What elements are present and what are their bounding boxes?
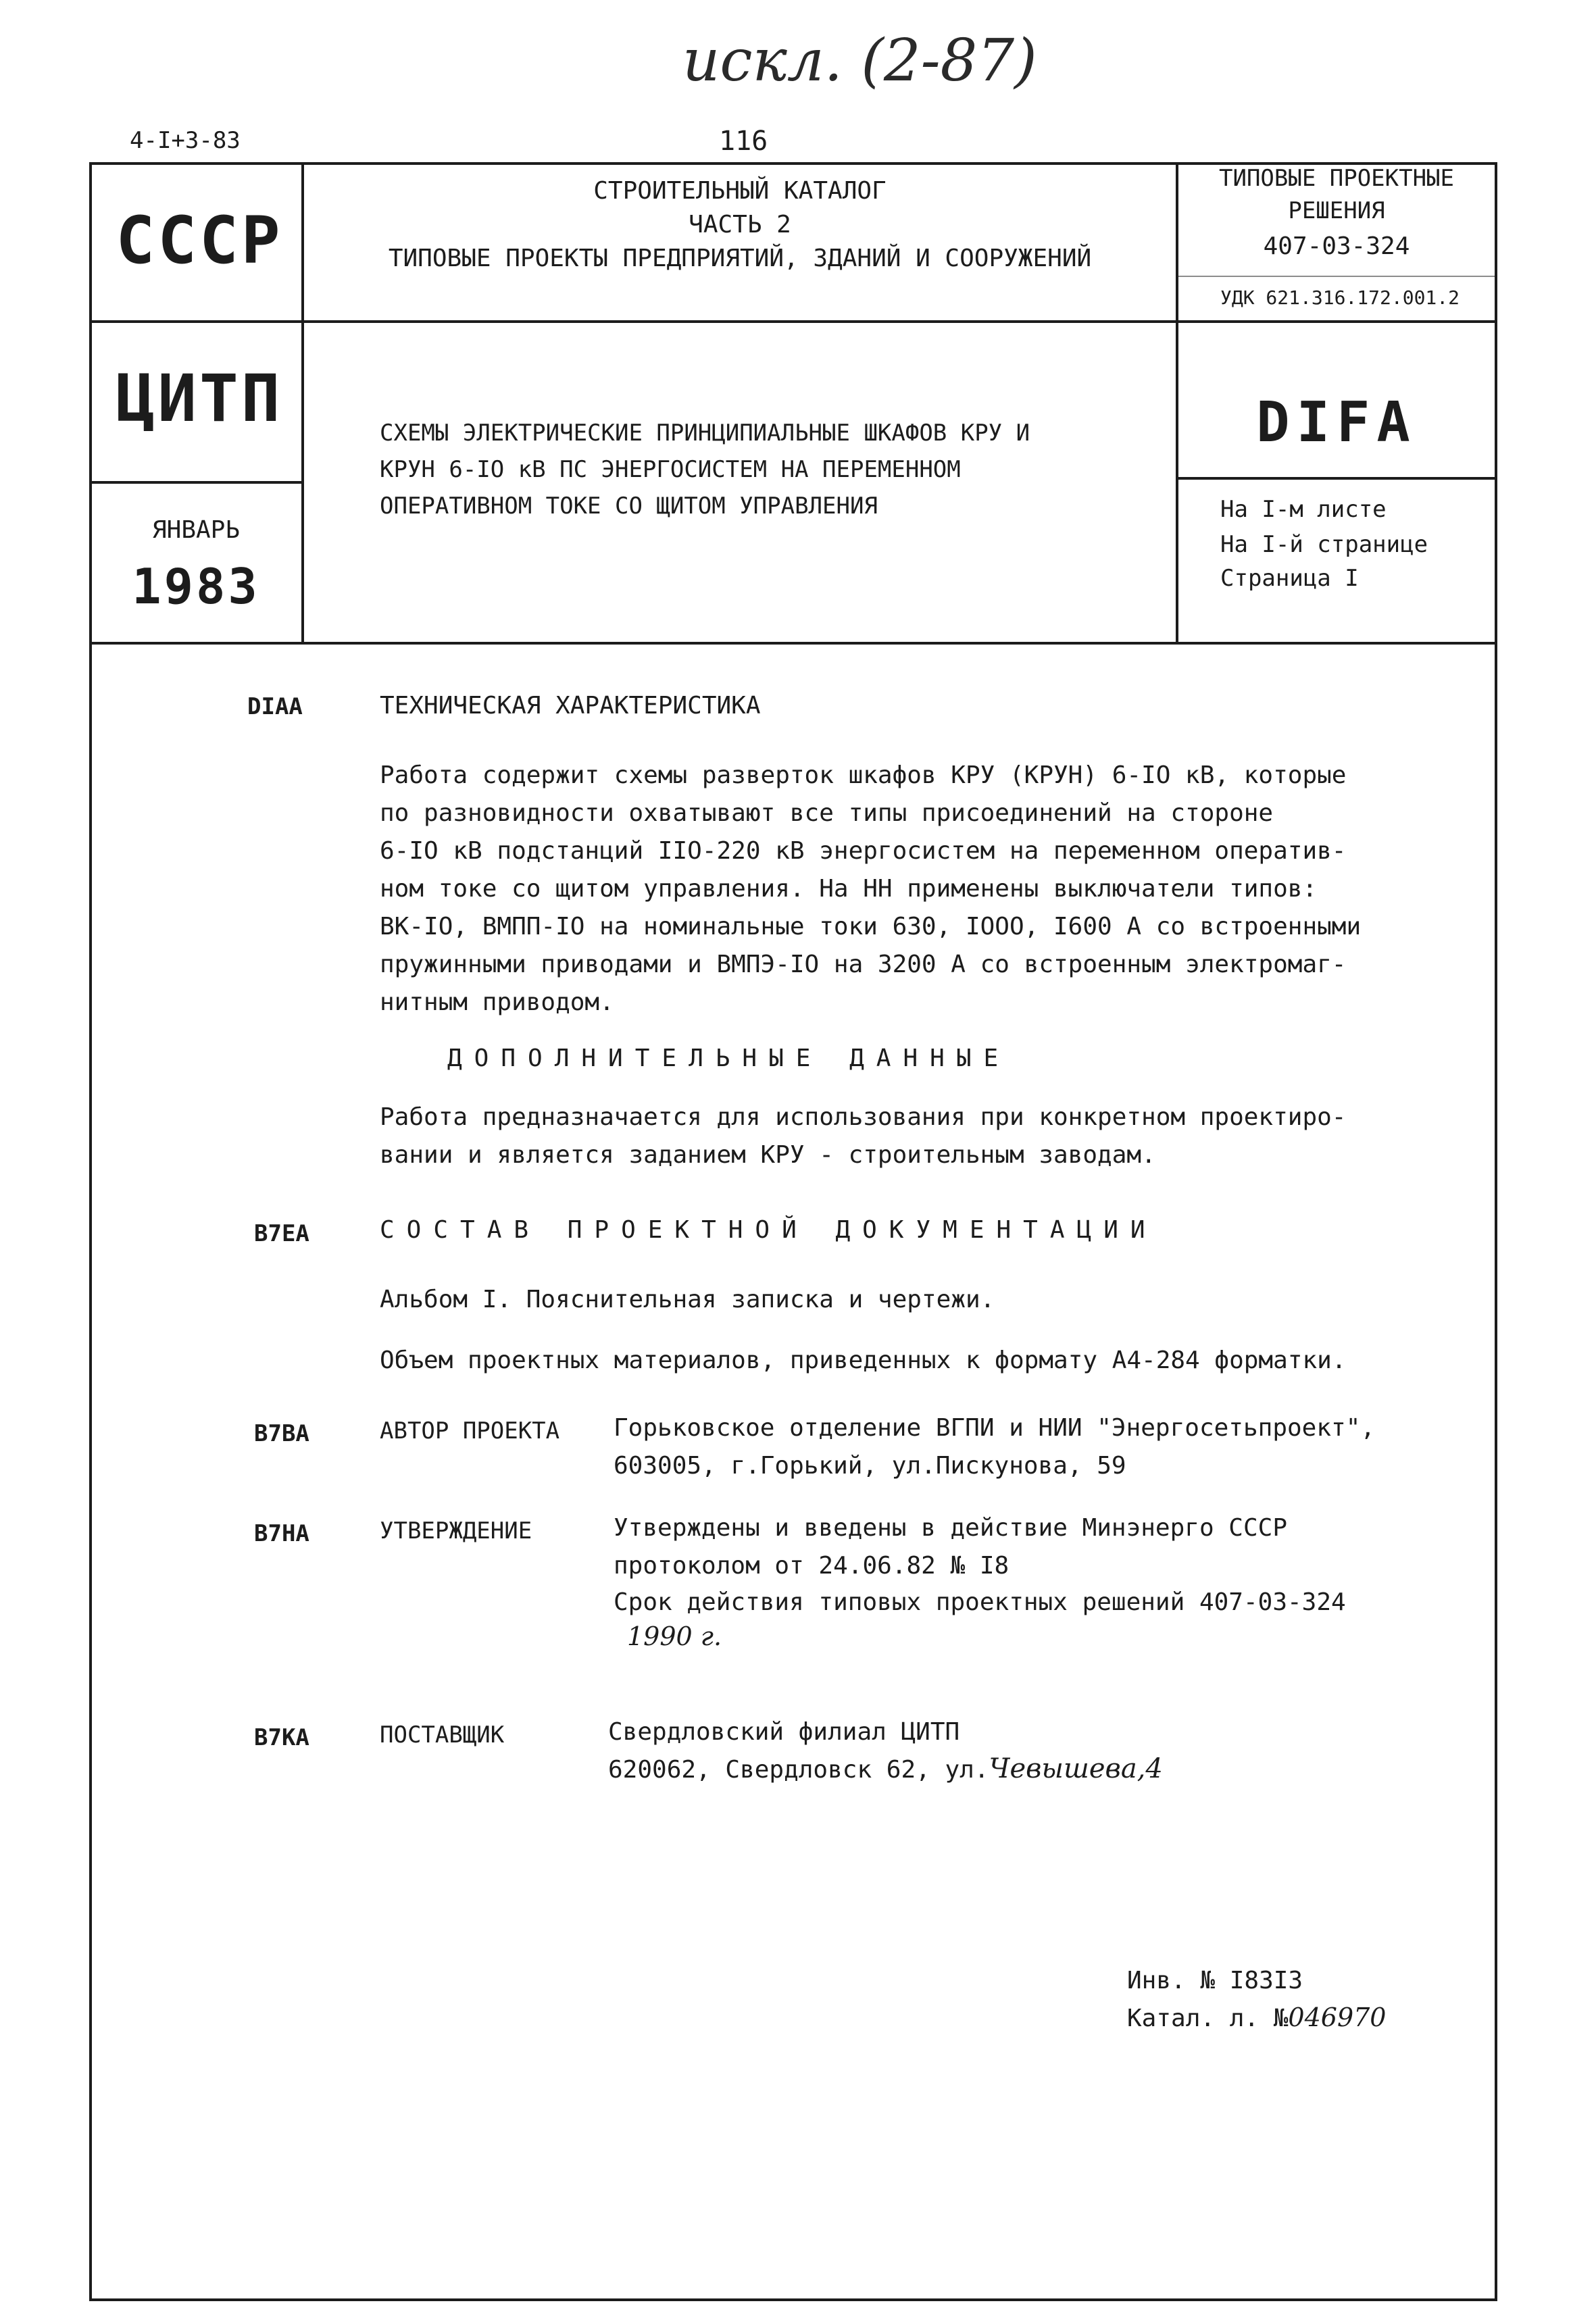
catalog-sheet-label: Катал. л. №: [1127, 2005, 1289, 2032]
validity-text-2: 1990 г.: [627, 1621, 722, 1651]
comp-title: СОСТАВ ПРОЕКТНОЙ ДОКУМЕНТАЦИИ: [380, 1216, 1157, 1244]
month-label: ЯНВАРЬ: [151, 516, 241, 544]
frame-right: [1495, 162, 1497, 2301]
supplier-label: ПОСТАВЩИК: [380, 1721, 505, 1749]
approval-label: УТВЕРЖДЕНИЕ: [380, 1517, 532, 1544]
tech-code: DIAA: [247, 693, 303, 720]
handwritten-note: искл. (2-87): [682, 27, 1037, 95]
page-number: 116: [719, 126, 768, 157]
header-hline-bottom: [89, 642, 1497, 645]
catalog-part: ЧАСТЬ 2: [689, 211, 791, 238]
comp-line-2: Объем проектных материалов, приведенных к формату А4-284 форматки.: [380, 1347, 1347, 1374]
catalog-sheet-number: 046970: [1288, 2003, 1387, 2032]
approval-text: Утверждены и введены в действие Минэнерго СССР протоколом от 24.06.82 № I8: [614, 1514, 1287, 1580]
supplier-line-1: Свердловский филиал ЦИТП: [608, 1718, 960, 1746]
supplier-street-handwritten: Чевышева,4: [989, 1753, 1163, 1784]
author-text: Горьковское отделение ВГПИ и НИИ "Энергосетьпроект", 603005, г.Горький, ул.Пискунова, 59: [614, 1414, 1376, 1480]
frame-bottom: [89, 2298, 1497, 2301]
udk-code: УДК 621.316.172.001.2: [1220, 286, 1460, 309]
header-hline-right: [1177, 477, 1497, 480]
approval-code: B7HA: [254, 1520, 309, 1547]
typical-number: 407-03-324: [1263, 232, 1410, 260]
inventory-number: Инв. № I83I3: [1127, 1967, 1303, 1994]
comp-code: B7EA: [254, 1220, 309, 1247]
catalog-title: СТРОИТЕЛЬНЫЙ КАТАЛОГ: [593, 177, 887, 205]
header-hline-1: [89, 320, 1497, 323]
header-hline-left: [89, 481, 303, 484]
comp-line-1: Альбом I. Пояснительная записка и чертежи.: [380, 1286, 995, 1313]
typical-label-1: ТИПОВЫЕ ПРОЕКТНЫЕ: [1219, 165, 1454, 192]
supplier-code: B7KA: [254, 1724, 309, 1751]
project-title: СХЕМЫ ЭЛЕКТРИЧЕСКИЕ ПРИНЦИПИАЛЬНЫЕ ШКАФОВ КРУ И КРУН 6-IO кВ ПС ЭНЕРГОСИСТЕМ НА ПЕРЕМЕННОМ ОПЕРАТИВНОМ ТОКЕ СО ЩИТОМ УПРАВЛЕНИЯ: [380, 420, 1030, 520]
extra-title: ДОПОЛНИТЕЛЬНЫЕ ДАННЫЕ: [447, 1045, 1011, 1072]
header-hline-udk: [1177, 276, 1497, 277]
author-label: АВТОР ПРОЕКТА: [380, 1417, 560, 1444]
sheet-info-2: На I-й странице: [1220, 531, 1428, 558]
extra-text: Работа предназначается для использования при конкретном проектиро- вании и является заданием КРУ - строительным заводам.: [380, 1103, 1347, 1169]
sheet-info-3: Страница I: [1220, 565, 1359, 592]
typical-label-2: РЕШЕНИЯ: [1288, 197, 1385, 224]
citp-label: ЦИТП: [116, 361, 283, 436]
supplier-line-2: [608, 1750, 1163, 1789]
doc-code: 4-I+3-83: [130, 127, 241, 154]
sheet-info-1: На I-м листе: [1220, 496, 1387, 523]
year-label: 1983: [132, 558, 260, 615]
author-code: B7BA: [254, 1420, 309, 1447]
validity-text-1: Срок действия типовых проектных решений 407-03-324: [614, 1588, 1346, 1616]
difa-code: DIFA: [1256, 391, 1417, 455]
catalog-sheet: [1127, 1998, 1386, 2038]
cccp-label: СССР: [116, 203, 283, 278]
tech-text: Работа содержит схемы разверток шкафов КРУ (КРУН) 6-IO кВ, которые по разновидности охватывают все типы присоединений на стороне 6-IO кВ подстанций IIO-220 кВ энергосистем на переменном оператив- ном токе со щитом управления. На НН применены выключатели типов: ВК-IO, ВМПП-IO на номинальные токи 630, IOOO, I600 А со встроенными пружинными приводами и ВМПЭ-IO на 3200 А со встроенным электромаг- нитным приводом.: [380, 761, 1362, 1016]
supplier-address: 620062, Свердловск 62, ул.: [608, 1756, 989, 1784]
catalog-subtitle: ТИПОВЫЕ ПРОЕКТЫ ПРЕДПРИЯТИЙ, ЗДАНИЙ И СООРУЖЕНИЙ: [388, 245, 1092, 272]
tech-title: ТЕХНИЧЕСКАЯ ХАРАКТЕРИСТИКА: [380, 692, 761, 720]
